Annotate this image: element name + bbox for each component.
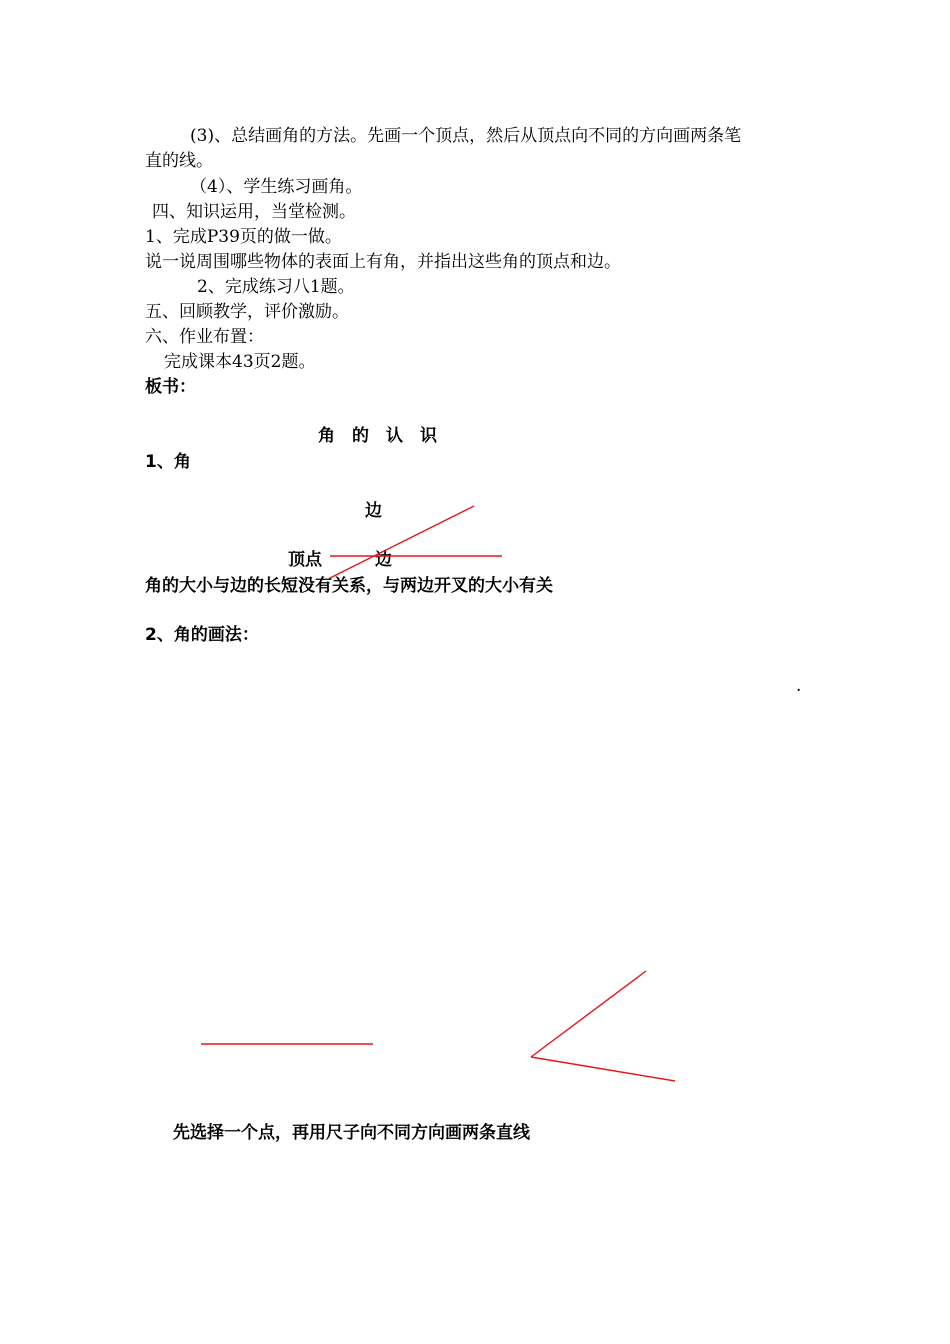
dot-mark: . [796, 676, 802, 696]
text-line-2: 直的线。 [145, 151, 213, 171]
angle-size-note: 角的大小与边的长短没有关系，与两边开叉的大小有关 [145, 576, 553, 596]
label-side-bottom: 边 [375, 550, 392, 570]
angle-demo-side-upper [330, 506, 474, 578]
drawn-angle-side-lower [531, 1057, 675, 1081]
drawing-method-note: 先选择一个点，再用尺子向不同方向画两条直线 [173, 1123, 530, 1143]
label-side-top: 边 [365, 501, 382, 521]
text-line-6: 说一说周围哪些物体的表面上有角，并指出这些角的顶点和边。 [145, 252, 621, 272]
text-line-5: 1、完成P39页的做一做。 [145, 227, 342, 247]
text-line-4: 四、知识运用，当堂检测。 [152, 202, 356, 222]
drawn-angle-side-upper [531, 971, 646, 1057]
text-line-7: 2、完成练习八1题。 [197, 277, 355, 297]
text-line-10: 完成课本43页2题。 [164, 352, 316, 372]
board-title: 角 的 认 识 [318, 426, 437, 446]
section-2-heading: 2、角的画法： [145, 625, 259, 645]
text-line-1: (3)、总结画角的方法。先画一个顶点，然后从顶点向不同的方向画两条笔 [190, 126, 742, 146]
text-line-3: （4）、学生练习画角。 [190, 177, 363, 197]
section-1-heading: 1、角 [145, 452, 191, 472]
label-vertex: 顶点 [288, 550, 322, 570]
board-heading: 板书： [145, 377, 196, 397]
text-line-9: 六、作业布置： [145, 327, 264, 347]
text-line-8: 五、回顾教学，评价激励。 [145, 302, 349, 322]
